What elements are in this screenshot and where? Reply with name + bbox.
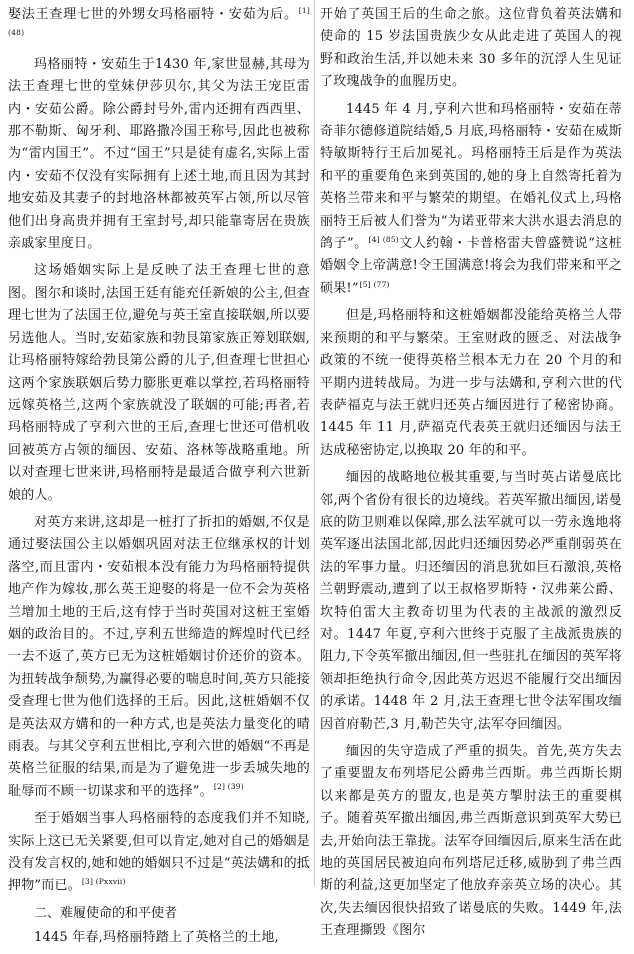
citation: [1] (48) — [8, 5, 310, 38]
paragraph-text: 但是,玛格丽特和这桩婚姻都没能给英格兰人带来预期的和平与繁荣。王室财政的匮乏、对法战争政策的不统一使得英格兰根本无力在 20 个月的和平期内进转战局。为进一步与法媾和,亨利六世的代表萨福克与法王就归还英占缅因进行了秘密协商。1445 年 11 月,萨福克代表英王就归还缅因与法王达成秘密协定,以换取 20 年的和平。 — [320, 308, 622, 458]
paragraph — [320, 99, 622, 301]
paragraph-text: 玛格丽特・安茹生于1430 年,家世显赫,其母为法王查理七世的堂妹伊莎贝尔,其父为法王宠臣雷内・安茹公爵。除公爵封号外,雷内还拥有西西里、那不勒斯、匈牙利、耶路撒冷国王称号,因此也被称为“雷内国王”。不过“国王”只是徒有虚名,实际上雷内・安茹不仅没有实际拥有上述土地,而且因为其封地安茹及其妻子的封地洛林都被英军占领,所以尽管他们出身高贵并拥有王室封号,却只能靠寄居在贵族亲戚家里度日。 — [8, 56, 310, 252]
section-heading: 二、难履使命的和平使者 — [34, 905, 178, 921]
paragraph-text: 缅因的失守造成了严重的损失。首先,英方失去了重要盟友布列塔尼公爵弗兰西斯。弗兰西斯长期以来都是英方的盟友,也是英方掣肘法王的重要棋子。随着英军撤出缅因,弗兰西斯意识到英军大势已去,开始向法王靠拢。法军夺回缅因后,原来生活在此地的英国居民被迫向布列塔尼迁移,威胁到了弗兰西斯的利益,这更加坚定了他放弃亲英立场的决心。其次,失去缅因很快招致了诺曼底的失败。1449 年,法王查理撕毁《图尔 — [320, 744, 622, 939]
paragraph-text: 娶法王查理七世的外甥女玛格丽特・安茹为后。 — [8, 7, 298, 22]
paragraph — [8, 512, 310, 803]
paragraph-text: 至于婚姻当事人玛格丽特的态度我们并不知晓,实际上这已无关紧要,但可以肯定,她对自己的婚姻是没有发言权的,她和她的婚姻只不过是“英法媾和的抵押物”而已。 — [8, 811, 310, 894]
citation: [5] (77) — [359, 279, 390, 289]
left-column — [8, 4, 310, 954]
citation: [3] (Pxxvii) — [81, 877, 126, 887]
paragraph — [320, 741, 622, 943]
paragraph-text: 文人约翰・卡普格雷夫曾盛赞说“这桩婚姻令上帝满意!令王国满意!将会为我们带来和平之硕果!” — [320, 236, 622, 296]
paragraph-text: 1445 年春,玛格丽特踏上了英格兰的土地, — [34, 929, 279, 945]
paragraph — [8, 54, 310, 256]
right-column — [320, 4, 622, 948]
paragraph-text: 对英方来讲,这却是一桩打了折扣的婚姻,不仅是通过娶法国公主以婚姻巩固对法王位继承权的计划落空,而且雷内・安茹根本没有能力为玛格丽特提供地产作为嫁妆,那么英王迎娶的将是一位不会为英格兰增加土地的王后,这有悖于当时英国对这桩王室婚姻的政治目的。不过,亨利五世缔造的辉煌时代已经一去不返了,英方已无为这桩婚姻讨价还价的资本。为扭转战争颓势,为赢得必要的喘息时间,英方只能接受查理七世为他们选择的王后。因此,这桩婚姻不仅是英法双方媾和的一种方式,也是英法力量变化的晴雨表。与其父亨利五世相比,亨利六世的婚姻“不再是英格兰征服的结果,而是为了避免进一步丢城失地的耻辱而不顾一切谋求和平的选择”。 — [8, 514, 310, 799]
paragraph-text: 这场婚姻实际上是反映了法王查理七世的意图。图尔和谈时,法国王廷有能充任新娘的公主,但查理七世为了法国王位,避免与英王室直接联姻,所以要另选他人。当时,安茹家族和勃艮第家族正筹划联姻,让玛格丽特嫁给勃艮第公爵的儿子,但查理七世担心这两个家族联姻后势力膨胀更难以掌控,若玛格丽特远嫁英格兰,这两个家族就没了联姻的可能;再者,若玛格丽特成了亨利六世的王后,查理七世还可借机收回被英方占领的缅因、安茹、洛林等战略重地。所以对查理七世来讲,玛格丽特是最适合做亨利六世新娘的人。 — [8, 263, 310, 503]
citation: [4] (85) — [368, 234, 399, 244]
paragraph-text: 1445 年 4 月,亨利六世和玛格丽特・安茹在蒂奇菲尔德修道院结婚,5 月底,玛格丽特・安茹在威斯特敏斯特行王后加冕礼。玛格丽特王后是作为英法和平的重要角色来到英国的,她的身上自然寄托着为英格兰带来和平与繁荣的期望。在婚礼仪式上,玛格丽特王后被人们誉为“为诺亚带来大洪水退去消息的鸽子”。 — [320, 101, 622, 252]
paragraph — [320, 467, 622, 736]
paragraph — [8, 260, 310, 506]
paragraph — [8, 4, 310, 49]
paragraph — [8, 927, 310, 949]
paragraph — [320, 4, 622, 94]
paragraph — [320, 305, 622, 462]
column-divider — [314, 0, 315, 886]
paragraph-text: 缅因的战略地位极其重要,与当时英占诺曼底比邻,两个省份有很长的边境线。若英军撤出缅因,诺曼底的防卫则难以保障,那么法军就可以一劳永逸地将英军逐出法国北部,因此归还缅因势必严重削弱英在法的军事力量。归还缅因的消息犹如巨石激浪,英格兰朝野震动,遭到了以王叔格罗斯特・汉弗莱公爵、坎特伯雷大主教奇切里为代表的主战派的激烈反对。1447 年夏,亨利六世终于克服了主战派贵族的阻力,下令英军撤出缅因,但一些驻扎在缅因的英军将领却拒绝执行命令,因此英方迟迟不能履行交出缅因的承诺。1448 年 2 月,法王查理七世令法军围攻缅因首府勒芒,3 月,勒芒失守,法军夺回缅因。 — [320, 470, 622, 732]
paragraph — [8, 808, 310, 898]
paragraph-text: 开始了英国王后的生命之旅。这位背负着英法媾和使命的 15 岁法国贵族少女从此走进了英国人的视野和政治生活,并以她未来 30 多年的沉浮人生见证了玫瑰战争的血腥历史。 — [320, 7, 622, 90]
citation: [2] (39) — [213, 782, 244, 792]
